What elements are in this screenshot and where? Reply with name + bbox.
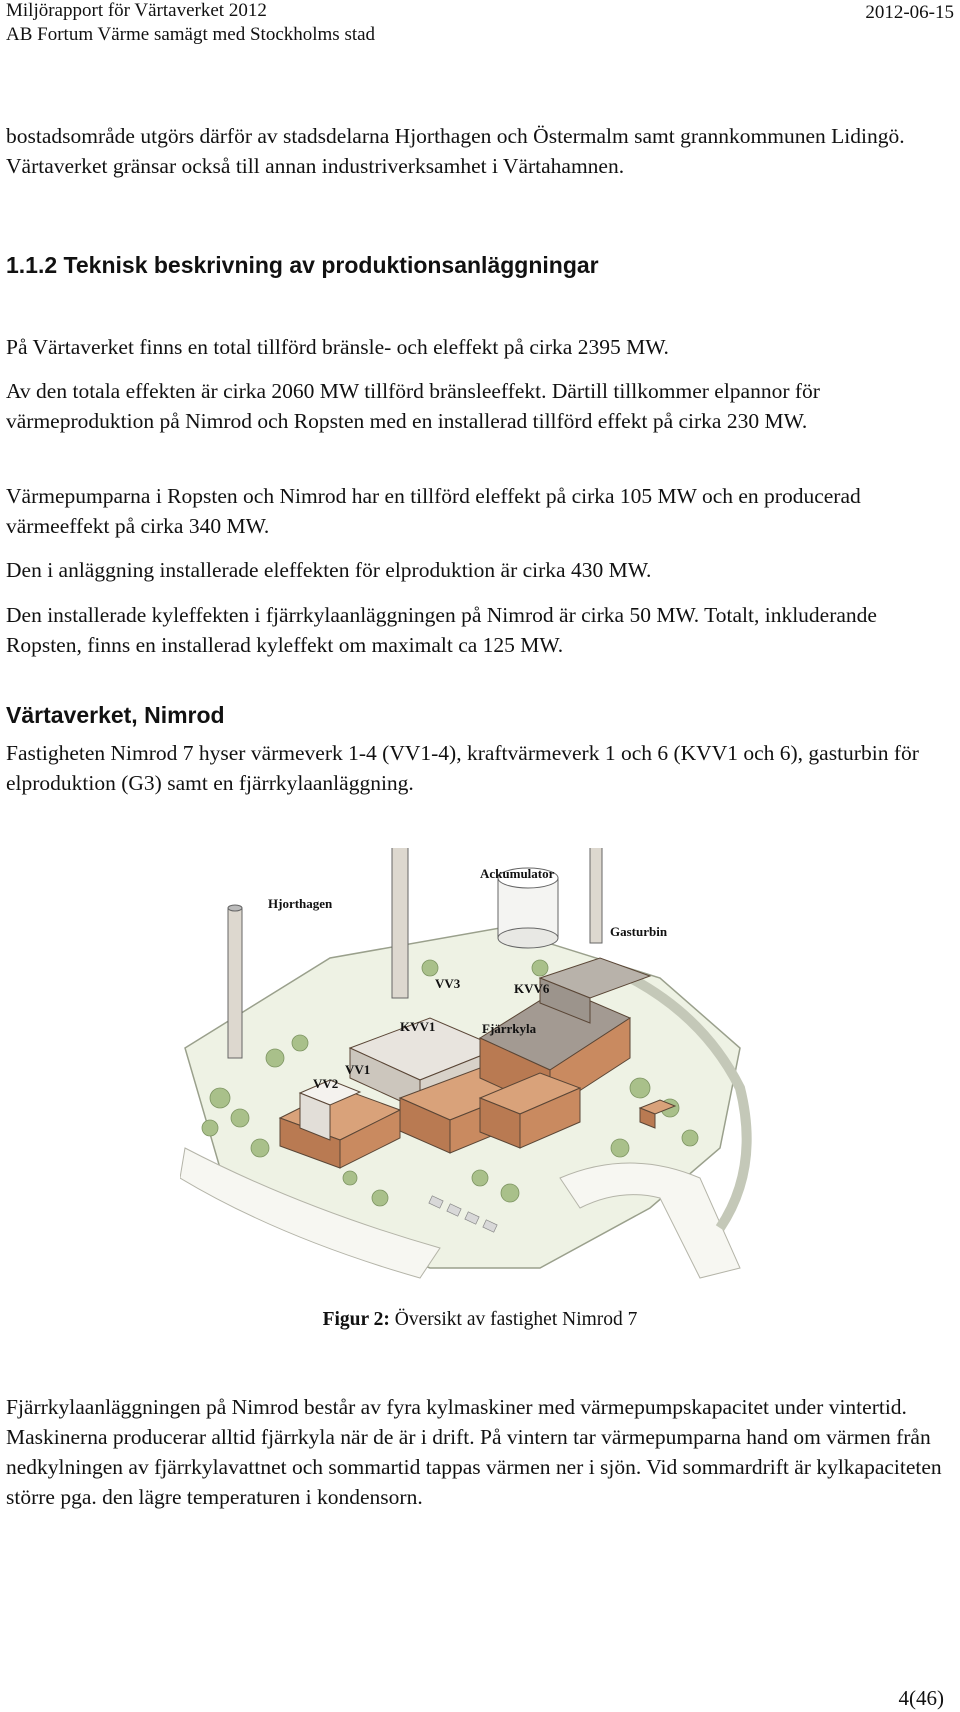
section-heading: 1.1.2 Teknisk beskrivning av produktionsanläggningar xyxy=(6,252,599,278)
paragraph-cooling-effect: Den installerade kyleffekten i fjärrkylaanläggningen på Nimrod är cirka 50 MW. Totalt, inkluderande Ropsten, finns en installerad kyleffekt om maximalt ca 125 MW. xyxy=(6,603,877,657)
header-subtitle: AB Fortum Värme samägt med Stockholms stad xyxy=(6,24,376,45)
label-hjorthagen: Hjorthagen xyxy=(268,896,333,911)
header-date: 2012-06-15 xyxy=(865,2,954,23)
paragraph-electric-effect: Den i anläggning installerade eleffekten för elproduktion är cirka 430 MW. xyxy=(6,558,652,582)
paragraph-district-cooling: Fjärrkylaanläggningen på Nimrod består av fyra kylmaskiner med värmepumpskapacitet under vintertid. Maskinerna producerar alltid fjärrkyla när de är i drift. På vintern tar värmepumparna hand om värmen från nedkylningen av fjärrkylavattnet och sommartid tappas värmen ner i sjön. Vid sommardrift är kylkapaciteten större pga. den lägre temperaturen i kondensorn. xyxy=(6,1395,942,1509)
subsection-heading: Värtaverket, Nimrod xyxy=(6,702,225,728)
paragraph-heat-pumps: Värmepumparna i Ropsten och Nimrod har en tillförd eleffekt på cirka 105 MW och en producerad värmeeffekt på cirka 340 MW. xyxy=(6,484,861,538)
header-title: Miljörapport för Värtaverket 2012 xyxy=(6,0,267,21)
label-vv1: VV1 xyxy=(345,1062,371,1077)
paragraph-fuel-effect: Av den totala effekten är cirka 2060 MW tillförd bränsleeffekt. Därtill tillkommer elpannor för värmeproduktion på Nimrod och Ropsten med en installerad tillförd effekt på cirka 230 MW. xyxy=(6,379,820,433)
site-overview-illustration xyxy=(180,848,760,1288)
label-kvv1: KVV1 xyxy=(400,1019,436,1034)
paragraph-intro: bostadsområde utgörs därför av stadsdelarna Hjorthagen och Östermalm samt grannkommunen Lidingö. Värtaverket gränsar också till annan industriverksamhet i Värtahamnen. xyxy=(6,124,905,178)
paragraph-total-effect: På Värtaverket finns en total tillförd bränsle- och eleffekt på cirka 2395 MW. xyxy=(6,335,669,359)
page-number: 4(46) xyxy=(898,1686,944,1710)
figure-caption xyxy=(0,1309,960,1331)
label-vv3: VV3 xyxy=(435,976,461,991)
caption-text: Översikt av fastighet Nimrod 7 xyxy=(389,1309,638,1330)
label-ackumulator: Ackumulator xyxy=(480,866,555,881)
label-vv2: VV2 xyxy=(313,1076,339,1091)
paragraph-nimrod-property: Fastigheten Nimrod 7 hyser värmeverk 1-4 (VV1-4), kraftvärmeverk 1 och 6 (KVV1 och 6), gasturbin för elproduktion (G3) samt en fjärrkylaanläggning. xyxy=(6,741,919,795)
caption-label: Figur 2: xyxy=(322,1309,390,1330)
label-fjarrkyla: Fjärrkyla xyxy=(482,1021,537,1036)
label-gasturbin: Gasturbin xyxy=(610,924,668,939)
label-kvv6: KVV6 xyxy=(514,981,550,996)
